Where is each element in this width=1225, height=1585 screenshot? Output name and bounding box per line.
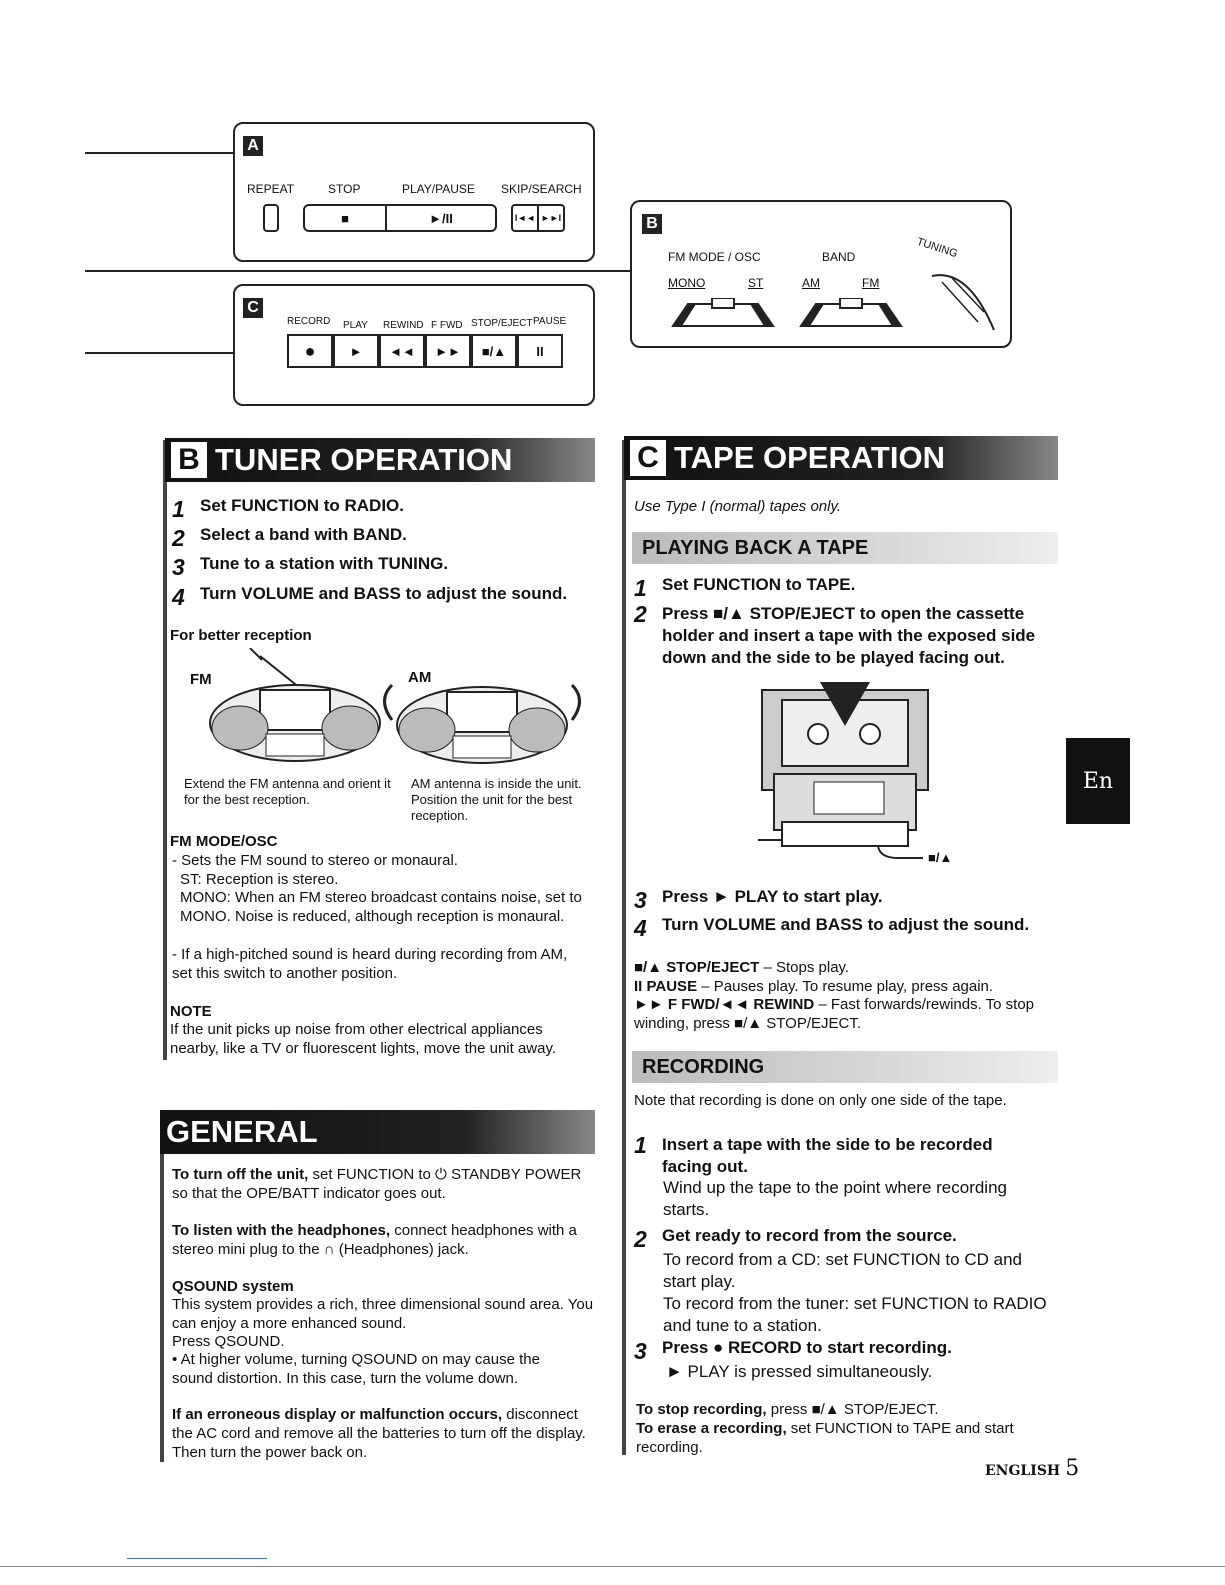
rec-step-3-body: ► PLAY is pressed simultaneously. [666, 1362, 933, 1381]
general-heading [160, 1110, 595, 1154]
play-pause-button[interactable]: ►/II [385, 204, 497, 232]
qsound-line-3: • At higher volume, turning QSOUND on may cause the sound distortion. In this case, turn the volume down. [172, 1351, 540, 1387]
mono-label: MONO [668, 276, 706, 290]
malfunction-paragraph: If an erroneous display or malfunction occurs, disconnect the AC cord and remove all the batteries to turn off the display. Then turn the power back on. [172, 1406, 586, 1461]
rec-step-1: 1 Insert a tape with the side to be recorded facing out. [634, 1132, 993, 1176]
tuning-knob-icon[interactable] [928, 266, 998, 336]
tuner-side-bar [163, 440, 167, 1060]
rec-step-2: 2 Get ready to record from the source. [634, 1226, 957, 1252]
page-number: 5 [1065, 1456, 1080, 1481]
record-button[interactable]: ● [287, 334, 333, 368]
eject-symbol-label: ■/▲ [928, 850, 953, 865]
panel-b-badge: B [642, 214, 662, 234]
panel-c-badge: C [243, 298, 263, 318]
pause-button[interactable]: II [517, 334, 563, 368]
am-boombox-illustration [372, 660, 592, 770]
rewind-button[interactable]: ◄◄ [379, 334, 425, 368]
tuner-heading [165, 438, 595, 482]
tape-heading-badge: C [630, 440, 666, 476]
general-heading-title: GENERAL [166, 1114, 318, 1149]
skip-search-label: SKIP/SEARCH [501, 182, 582, 196]
qsound-line-2: Press QSOUND. [172, 1333, 285, 1350]
am-antenna-label: AM [408, 669, 432, 686]
panel-b [630, 200, 1012, 348]
am-label: AM [802, 276, 820, 290]
tuner-step-2: 2 Select a band with BAND. [172, 525, 407, 551]
leader-line-c [85, 352, 235, 354]
leader-line-a [85, 152, 235, 154]
note-text: If the unit picks up noise from other electrical appliances nearby, like a TV or fluorescent lights, move the unit away. [170, 1021, 557, 1057]
play-pause-label: PLAY/PAUSE [402, 182, 475, 196]
note-heading: NOTE [170, 1003, 212, 1020]
fm-mode-line-1: - Sets the FM sound to stereo or monaural. [172, 852, 458, 869]
bottom-rule [0, 1566, 1225, 1567]
tape-side-bar [622, 440, 626, 1455]
qsound-heading: QSOUND system [172, 1278, 294, 1295]
panel-c [233, 284, 595, 406]
repeat-button[interactable] [263, 204, 279, 232]
skip-back-button[interactable]: I◄◄ [511, 204, 539, 232]
language-tab [1066, 738, 1130, 824]
band-switch-icon[interactable] [796, 298, 906, 328]
fm-mode-heading: FM MODE/OSC [170, 833, 278, 850]
recording-heading: RECORDING [632, 1051, 1058, 1083]
leader-line-b [85, 270, 630, 272]
play-button[interactable]: ► [333, 334, 379, 368]
tuner-step-3: 3 Tune to a station with TUNING. [172, 554, 449, 580]
rec-step-1-body: Wind up the tape to the point where recording starts. [663, 1178, 1007, 1219]
better-reception-heading: For better reception [170, 627, 312, 644]
stop-recording-text: To stop recording, press ■/▲ STOP/EJECT. [636, 1401, 939, 1418]
general-side-bar [160, 1112, 164, 1462]
language-tab-label: En [1082, 768, 1114, 794]
fm-antenna-label: FM [190, 671, 212, 688]
qsound-line-1: This system provides a rich, three dimensional sound area. You can enjoy a more enhanced sound. [172, 1296, 594, 1332]
stop-label: STOP [328, 182, 361, 196]
rewind-label: REWIND [383, 320, 424, 331]
bottom-link-rule [127, 1558, 267, 1559]
stop-button[interactable]: ■ [303, 204, 387, 232]
tape-heading-title: TAPE OPERATION [674, 440, 945, 475]
rec-step-2-body: To record from a CD: set FUNCTION to CD and start play. To record from the tuner: set FUNCTION to RADIO and tune to a station. [663, 1250, 1047, 1335]
cassette-insert-illustration [758, 682, 933, 862]
recording-note: Note that recording is done on only one side of the tape. [634, 1092, 1007, 1109]
skip-forward-button[interactable]: ►►I [537, 204, 565, 232]
pause-label: PAUSE [533, 316, 567, 327]
fm-mode-switch-icon[interactable] [668, 298, 778, 328]
fm-boombox-illustration [200, 648, 390, 768]
st-label: ST [748, 276, 764, 290]
tuner-heading-badge: B [171, 442, 207, 478]
footer-language: ENGLISH [985, 1463, 1061, 1479]
ffwd-button[interactable]: ►► [425, 334, 471, 368]
tape-heading [624, 436, 1058, 480]
fm-antenna-caption: Extend the FM antenna and orient it for the best reception. [184, 776, 391, 807]
page-footer [985, 1456, 1079, 1481]
erase-recording-text: To erase a recording, set FUNCTION to TAPE and start recording. [636, 1420, 1014, 1456]
fm-mode-line-3: MONO: When an FM stereo broadcast contains noise, set to MONO. Noise is reduced, although reception is monaural. [180, 889, 582, 925]
fm-mode-line-2: ST: Reception is stereo. [180, 871, 339, 888]
panel-a [233, 122, 595, 262]
tape-play-step-3: 3 Press ► PLAY to start play. [634, 887, 883, 913]
stop-eject-label: STOP/EJECT [471, 318, 533, 329]
tape-play-step-2: 2 Press ■/▲ STOP/EJECT to open the cassette holder and insert a tape with the exposed side down and the side to be played facing out. [634, 601, 1036, 667]
tape-play-step-4: 4 Turn VOLUME and BASS to adjust the sound. [634, 915, 1030, 941]
am-antenna-caption: AM antenna is inside the unit. Position the unit for the best reception. [411, 776, 582, 823]
tape-type-note: Use Type I (normal) tapes only. [634, 498, 842, 515]
play-label: PLAY [343, 320, 368, 331]
headphones-paragraph: To listen with the headphones, connect headphones with a stereo mini plug to the ∩ (Headphones) jack. [172, 1222, 577, 1258]
tuning-label: TUNING [915, 235, 959, 261]
band-label: BAND [822, 250, 856, 264]
fm-mode-label: FM MODE / OSC [668, 250, 761, 264]
ffwd-label: F FWD [431, 320, 463, 331]
tuner-step-1: 1 Set FUNCTION to RADIO. [172, 496, 404, 522]
panel-a-badge: A [243, 136, 263, 156]
ffwd-rewind-description: ►► F FWD/◄◄ REWIND – Fast forwards/rewinds. To stop winding, press ■/▲ STOP/EJECT. [634, 996, 1035, 1032]
fm-mode-line-4: - If a high-pitched sound is heard during recording from AM, set this switch to another position. [172, 946, 568, 982]
stop-eject-description: ■/▲ STOP/EJECT – Stops play. [634, 959, 850, 976]
tuner-step-4: 4 Turn VOLUME and BASS to adjust the sound. [172, 584, 568, 610]
repeat-label: REPEAT [247, 182, 295, 196]
record-label: RECORD [287, 316, 331, 327]
pause-description: II PAUSE – Pauses play. To resume play, press again. [634, 978, 994, 995]
fm-label: FM [862, 276, 880, 290]
playing-back-heading: PLAYING BACK A TAPE [632, 532, 1058, 564]
tuner-heading-title: TUNER OPERATION [215, 442, 513, 477]
rec-step-3: 3 Press ● RECORD to start recording. [634, 1338, 952, 1364]
tape-play-step-1: 1 Set FUNCTION to TAPE. [634, 575, 856, 601]
turn-off-paragraph: To turn off the unit, set FUNCTION to ⏻ STANDBY POWER so that the OPE/BATT indicator goes out. [172, 1166, 582, 1202]
stop-eject-button[interactable]: ■/▲ [471, 334, 517, 368]
